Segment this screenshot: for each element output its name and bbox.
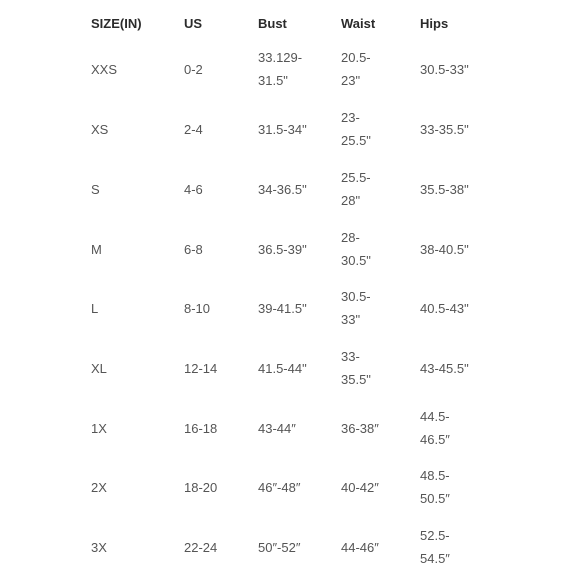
table-header-row — [0, 12, 580, 34]
table-row — [0, 404, 580, 452]
cell-size: XL — [91, 360, 107, 376]
cell-size: XS — [91, 121, 109, 137]
cell-waist: 40-42″ — [341, 479, 379, 495]
cell-waist: 23-25.5" — [341, 110, 371, 148]
cell-waist: 33-35.5" — [341, 349, 371, 387]
cell-us: 8-10 — [184, 300, 211, 316]
cell-hips: 40.5-43" — [420, 300, 469, 316]
cell-waist: 36-38″ — [341, 420, 379, 436]
cell-size: XXS — [91, 61, 118, 77]
cell-size: 2X — [91, 479, 107, 495]
cell-hips: 30.5-33" — [420, 61, 469, 77]
table-row — [0, 344, 580, 392]
header-us: US — [184, 15, 203, 31]
cell-us: 0-2 — [184, 61, 203, 77]
cell-bust: 31.5-34" — [258, 121, 307, 137]
table-row — [0, 165, 580, 213]
header-waist: Waist — [341, 15, 376, 31]
cell-bust: 50″-52″ — [258, 539, 301, 555]
cell-bust: 34-36.5" — [258, 181, 307, 197]
cell-us: 2-4 — [184, 121, 203, 137]
cell-us: 12-14 — [184, 360, 218, 376]
table-row — [0, 45, 580, 93]
cell-us: 6-8 — [184, 241, 203, 257]
cell-waist: 20.5-23" — [341, 50, 371, 88]
cell-us: 16-18 — [184, 420, 218, 436]
cell-hips: 44.5-46.5″ — [420, 409, 450, 447]
cell-us: 22-24 — [184, 539, 218, 555]
cell-size: S — [91, 181, 100, 197]
cell-bust: 41.5-44" — [258, 360, 307, 376]
cell-bust: 43-44″ — [258, 420, 296, 436]
cell-us: 18-20 — [184, 479, 218, 495]
cell-us: 4-6 — [184, 181, 203, 197]
header-size: SIZE(IN) — [91, 15, 142, 31]
table-row — [0, 225, 580, 273]
cell-waist: 30.5-33" — [341, 289, 371, 327]
cell-bust: 36.5-39" — [258, 241, 307, 257]
cell-waist: 44-46″ — [341, 539, 379, 555]
cell-waist: 28-30.5" — [341, 230, 371, 268]
cell-hips: 48.5-50.5″ — [420, 468, 450, 506]
table-row — [0, 105, 580, 153]
cell-size: 3X — [91, 539, 107, 555]
cell-bust: 33.129-31.5" — [258, 50, 303, 88]
header-bust: Bust — [258, 15, 287, 31]
table-row — [0, 523, 580, 571]
cell-hips: 38-40.5" — [420, 241, 469, 257]
cell-waist: 25.5-28" — [341, 170, 371, 208]
cell-hips: 35.5-38" — [420, 181, 469, 197]
table-row — [0, 463, 580, 511]
cell-bust: 46″-48″ — [258, 479, 301, 495]
cell-size: 1X — [91, 420, 107, 436]
cell-bust: 39-41.5" — [258, 300, 307, 316]
cell-hips: 52.5-54.5″ — [420, 528, 450, 566]
header-hips: Hips — [420, 15, 449, 31]
cell-size: L — [91, 300, 99, 316]
cell-size: M — [91, 241, 102, 257]
table-row — [0, 284, 580, 332]
cell-hips: 33-35.5" — [420, 121, 469, 137]
cell-hips: 43-45.5" — [420, 360, 469, 376]
